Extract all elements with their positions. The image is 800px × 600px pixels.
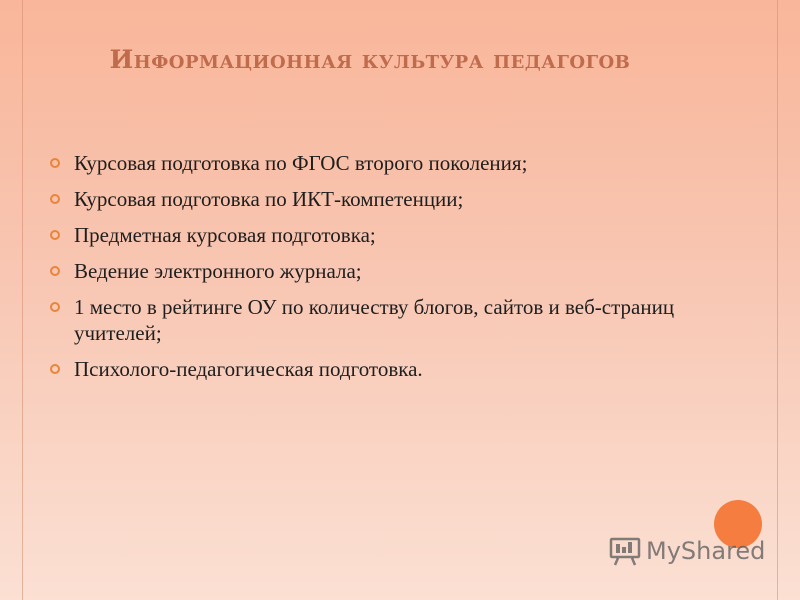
bullet-list (48, 150, 688, 392)
bullet-text: Психолого-педагогическая подготовка. (74, 357, 423, 381)
watermark-text: MyShared (646, 537, 766, 565)
slide-title: Информационная культура педагогов (109, 45, 631, 74)
bullet-circle-icon (50, 158, 60, 168)
bullet-text: Ведение электронного журнала; (74, 259, 362, 283)
bullet-item (48, 258, 688, 284)
bullet-item (48, 150, 688, 176)
bullet-text: 1 место в рейтинге ОУ по количеству блогов, сайтов и веб-страниц учителей; (74, 295, 675, 345)
bullet-item (48, 186, 688, 212)
bullet-item (48, 356, 688, 382)
bullet-text: Курсовая подготовка по ИКТ-компетенции; (74, 187, 464, 211)
slide-frame-right-line (777, 0, 778, 600)
bullet-circle-icon (50, 266, 60, 276)
bullet-circle-icon (50, 194, 60, 204)
bullet-circle-icon (50, 230, 60, 240)
bullet-item (48, 222, 688, 248)
slide-frame-left-line (22, 0, 23, 600)
watermark (608, 536, 765, 566)
bullet-text: Предметная курсовая подготовка; (74, 223, 376, 247)
presentation-board-icon (608, 536, 642, 566)
bullet-circle-icon (50, 302, 60, 312)
bullet-item (48, 294, 688, 346)
bullet-circle-icon (50, 364, 60, 374)
bullet-text: Курсовая подготовка по ФГОС второго поколения; (74, 151, 528, 175)
